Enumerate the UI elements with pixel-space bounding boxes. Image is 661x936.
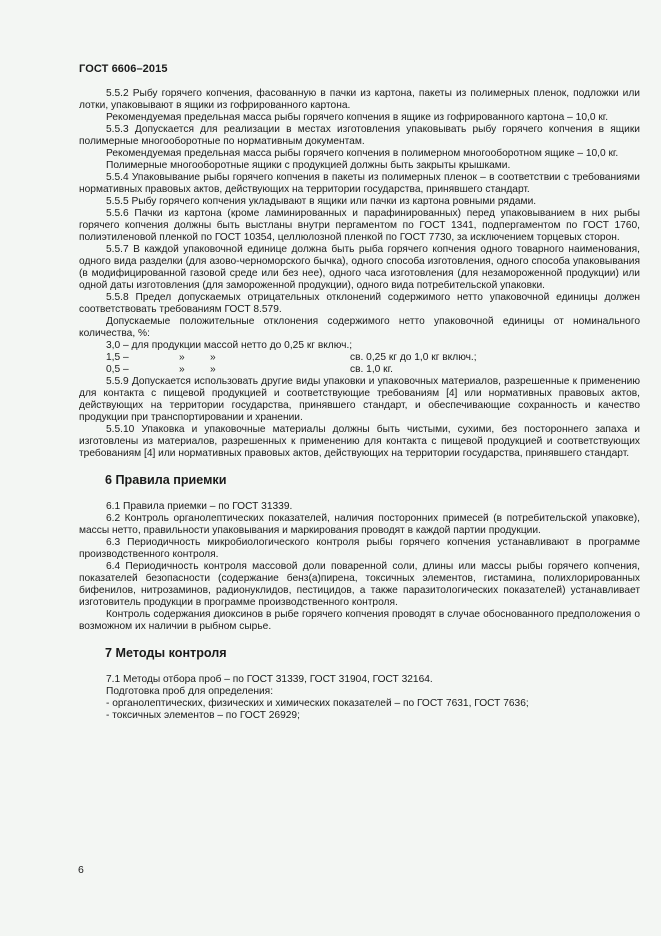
ditto-mark: » [179, 352, 185, 363]
tolerance-value: 1,5 – [106, 352, 129, 363]
paragraph: 5.5.7 В каждой упаковочной единице должна быть рыба горячего копчения одного товарного наименования, одного вида разделки (для азово-черноморского бычка), одного способа изготовления, одного способа упаковывания (в модифицированной газовой среде или без нее), одного часа изготовления (для незамороженной продукции) или одной даты изготовления (для замороженной продукции), одного вида потребительской упаковки. [79, 244, 640, 291]
tolerance-range: св. 0,25 кг до 1,0 кг включ.; [350, 352, 477, 363]
tolerance-range: св. 1,0 кг. [350, 364, 393, 375]
list-item: - токсичных элементов – по ГОСТ 26929; [106, 710, 300, 721]
paragraph: 6.4 Периодичность контроля массовой доли поваренной соли, длины или массы рыбы горячего копчения, показателей безопасности (содержание бенз(а)пирена, токсичных элементов, гистамина, полихлорированных бифенилов, нитрозаминов, радионуклидов, пестицидов, а также паразитологических показателей) устанавливает изготовитель продукции в программе производственного контроля. [79, 561, 640, 608]
page-number: 6 [78, 864, 84, 876]
section-7-heading: 7 Методы контроля [105, 646, 227, 660]
tolerance-value: 0,5 – [106, 364, 129, 375]
paragraph: 5.5.9 Допускается использовать другие виды упаковки и упаковочных материалов, разрешенные к применению для контакта с пищевой продукцией и соответствующие требованиям [4] или нормативных правовых актов, действующих на территории государства, принявшего стандарт, и обеспечивающие сохранность и качество продукции при транспортировании и хранении. [79, 376, 640, 423]
paragraph: 5.5.10 Упаковка и упаковочные материалы должны быть чистыми, сухими, без постороннего запаха и изготовлены из материалов, разрешенных к применению для контакта с пищевой продукцией и соответствующих требованиям [4] или нормативных правовых актов, действующих на территории государства, принявшего стандарт. [79, 424, 640, 459]
tolerance-row [79, 364, 640, 376]
paragraph: Рекомендуемая предельная масса рыбы горячего копчения в ящике из гофрированного картона – 10,0 кг. [106, 112, 609, 123]
paragraph: Контроль содержания диоксинов в рыбе горячего копчения проводят в случае обоснованного предположения о возможном их наличии в рыбном сырье. [79, 609, 640, 632]
document-body [79, 88, 640, 722]
paragraph: 6.3 Периодичность микробиологического контроля рыбы горячего копчения устанавливают в программе производственного контроля. [79, 537, 640, 560]
paragraph: 5.5.2 Рыбу горячего копчения, фасованную в пачки из картона, пакеты из полимерных пленок, подложки или лотки, упаковывают в ящики из гофрированного картона. [79, 88, 640, 111]
document-header: ГОСТ 6606–2015 [79, 63, 168, 75]
tolerance-value: 3,0 – для продукции массой нетто до 0,25 кг включ.; [106, 340, 353, 351]
tolerance-row [79, 352, 640, 364]
list-item: - органолептических, физических и химических показателей – по ГОСТ 7631, ГОСТ 7636; [106, 698, 529, 709]
paragraph: Подготовка проб для определения: [106, 686, 274, 697]
paragraph: 5.5.5 Рыбу горячего копчения укладывают в ящики или пачки из картона ровными рядами. [106, 196, 537, 207]
ditto-mark: » [210, 352, 216, 363]
paragraph: 5.5.8 Предел допускаемых отрицательных отклонений содержимого нетто упаковочной единицы должен соответствовать требованиям ГОСТ 8.579. [79, 292, 640, 315]
paragraph: 5.5.4 Упаковывание рыбы горячего копчения в пакеты из полимерных пленок – в соответствии с требованиями нормативных правовых актов, действующих на территории государства, принявшего стандарт. [79, 172, 640, 195]
ditto-mark: » [179, 364, 185, 375]
paragraph: 5.5.3 Допускается для реализации в местах изготовления упаковывать рыбу горячего копчения в ящики полимерные многооборотные по нормативным документам. [79, 124, 640, 147]
paragraph: Рекомендуемая предельная масса рыбы горячего копчения в полимерном многооборотном ящике – 10,0 кг. [106, 148, 619, 159]
tolerance-row [79, 340, 640, 352]
section-6-heading: 6 Правила приемки [105, 473, 227, 487]
paragraph: 5.5.6 Пачки из картона (кроме ламинированных и парафинированных) перед упаковыванием в них рыбы горячего копчения должны быть выстланы внутри пергаментом по ГОСТ 1341, подпергаментом по ГОСТ 1760, полиэтиленовой пленкой по ГОСТ 10354, целлюлозной пленкой по ГОСТ 7730, за исключением торцевых сторон. [79, 208, 640, 243]
paragraph: 6.2 Контроль органолептических показателей, наличия посторонних примесей (в потребительской упаковке), массы нетто, правильности упаковывания и маркирования проводят в каждой партии продукции. [79, 513, 640, 536]
paragraph: 6.1 Правила приемки – по ГОСТ 31339. [106, 501, 293, 512]
ditto-mark: » [210, 364, 216, 375]
paragraph: Полимерные многооборотные ящики с продукцией должны быть закрыты крышками. [106, 160, 511, 171]
paragraph: 7.1 Методы отбора проб – по ГОСТ 31339, ГОСТ 31904, ГОСТ 32164. [106, 674, 433, 685]
paragraph: Допускаемые положительные отклонения содержимого нетто упаковочной единицы от номинального количества, %: [79, 316, 640, 339]
